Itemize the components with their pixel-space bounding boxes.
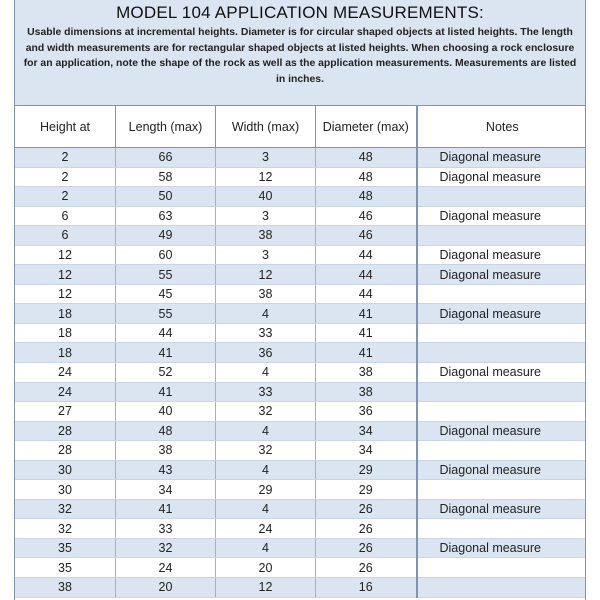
cell-width: 38 <box>216 284 316 304</box>
cell-length: 63 <box>116 206 216 226</box>
table-row <box>15 245 587 265</box>
cell-notes <box>417 441 587 461</box>
cell-length: 60 <box>116 245 216 265</box>
cell-length: 41 <box>116 499 216 519</box>
cell-height: 18 <box>15 343 116 363</box>
cell-notes <box>417 343 587 363</box>
cell-width: 29 <box>216 480 316 500</box>
table-row <box>15 538 587 558</box>
table-row <box>15 460 587 480</box>
cell-diameter: 44 <box>316 265 417 285</box>
cell-length: 66 <box>116 148 216 168</box>
cell-diameter: 44 <box>316 245 417 265</box>
column-header-diameter: Diameter (max) <box>316 106 417 148</box>
cell-diameter: 38 <box>316 382 417 402</box>
cell-notes <box>417 226 587 246</box>
cell-diameter: 16 <box>316 578 417 598</box>
cell-length: 52 <box>116 363 216 383</box>
cell-diameter: 48 <box>316 148 417 168</box>
cell-width: 3 <box>216 245 316 265</box>
cell-height: 38 <box>15 578 116 598</box>
cell-width: 4 <box>216 363 316 383</box>
cell-height: 24 <box>15 363 116 383</box>
cell-diameter: 26 <box>316 558 417 578</box>
table-row <box>15 382 587 402</box>
cell-width: 12 <box>216 167 316 187</box>
cell-notes <box>417 578 587 598</box>
cell-diameter: 29 <box>316 460 417 480</box>
cell-width: 4 <box>216 538 316 558</box>
cell-notes <box>417 382 587 402</box>
cell-diameter: 48 <box>316 167 417 187</box>
cell-width: 3 <box>216 206 316 226</box>
table-row <box>15 578 587 598</box>
cell-height: 2 <box>15 187 116 207</box>
table-row <box>15 363 587 383</box>
cell-width: 4 <box>216 421 316 441</box>
cell-notes: Diagonal measure <box>417 460 587 480</box>
table-row <box>15 187 587 207</box>
cell-diameter: 48 <box>316 187 417 207</box>
cell-length: 33 <box>116 519 216 539</box>
cell-diameter: 46 <box>316 206 417 226</box>
cell-length: 58 <box>116 167 216 187</box>
cell-length: 40 <box>116 402 216 422</box>
description-text: Usable dimensions at incremental heights. Diameter is for circular shaped objects at listed heights. The length and width measurements are for rectangular shaped objects at listed heights. When choosing a rock enclosure for an application, note the shape of the rock as well as the application measurements. Measurements are listed in inches. <box>23 27 577 85</box>
cell-length: 34 <box>116 480 216 500</box>
cell-width: 20 <box>216 558 316 578</box>
cell-height: 35 <box>15 538 116 558</box>
cell-height: 18 <box>15 304 116 324</box>
table-row <box>15 402 587 422</box>
cell-height: 24 <box>15 382 116 402</box>
cell-notes: Diagonal measure <box>417 421 587 441</box>
cell-height: 6 <box>15 206 116 226</box>
cell-notes: Diagonal measure <box>417 206 587 226</box>
page-title: MODEL 104 APPLICATION MEASUREMENTS: <box>116 3 484 22</box>
cell-height: 18 <box>15 323 116 343</box>
cell-width: 33 <box>216 323 316 343</box>
cell-height: 35 <box>15 558 116 578</box>
cell-height: 32 <box>15 499 116 519</box>
cell-length: 48 <box>116 421 216 441</box>
cell-notes <box>417 323 587 343</box>
cell-height: 30 <box>15 460 116 480</box>
table-row <box>15 226 587 246</box>
table-row <box>15 421 587 441</box>
table-row <box>15 441 587 461</box>
cell-height: 12 <box>15 265 116 285</box>
table-row <box>15 304 587 324</box>
cell-height: 32 <box>15 519 116 539</box>
cell-length: 38 <box>116 441 216 461</box>
cell-width: 3 <box>216 148 316 168</box>
cell-notes <box>417 187 587 207</box>
cell-height: 6 <box>15 226 116 246</box>
cell-height: 28 <box>15 441 116 461</box>
cell-diameter: 34 <box>316 421 417 441</box>
cell-notes: Diagonal measure <box>417 304 587 324</box>
cell-notes <box>417 480 587 500</box>
cell-height: 28 <box>15 421 116 441</box>
cell-length: 43 <box>116 460 216 480</box>
cell-height: 12 <box>15 284 116 304</box>
column-header-height: Height at <box>15 106 116 148</box>
cell-width: 12 <box>216 265 316 285</box>
cell-height: 27 <box>15 402 116 422</box>
cell-width: 36 <box>216 343 316 363</box>
cell-width: 38 <box>216 226 316 246</box>
cell-notes <box>417 519 587 539</box>
cell-diameter: 34 <box>316 441 417 461</box>
cell-notes: Diagonal measure <box>417 499 587 519</box>
column-header-notes: Notes <box>417 106 587 148</box>
cell-diameter: 26 <box>316 519 417 539</box>
cell-notes <box>417 284 587 304</box>
table-row <box>15 499 587 519</box>
cell-diameter: 41 <box>316 304 417 324</box>
cell-notes: Diagonal measure <box>417 538 587 558</box>
cell-width: 4 <box>216 304 316 324</box>
cell-notes: Diagonal measure <box>417 148 587 168</box>
cell-diameter: 38 <box>316 363 417 383</box>
cell-height: 30 <box>15 480 116 500</box>
cell-notes: Diagonal measure <box>417 167 587 187</box>
cell-diameter: 44 <box>316 284 417 304</box>
table-row <box>15 167 587 187</box>
cell-width: 12 <box>216 578 316 598</box>
cell-notes: Diagonal measure <box>417 265 587 285</box>
table-row <box>15 343 587 363</box>
cell-length: 41 <box>116 382 216 402</box>
cell-length: 20 <box>116 578 216 598</box>
cell-diameter: 36 <box>316 402 417 422</box>
cell-width: 32 <box>216 402 316 422</box>
cell-length: 44 <box>116 323 216 343</box>
cell-height: 2 <box>15 167 116 187</box>
measurements-table <box>14 106 586 598</box>
table-row <box>15 558 587 578</box>
table-row <box>15 265 587 285</box>
table-row <box>15 148 587 168</box>
cell-diameter: 29 <box>316 480 417 500</box>
cell-width: 40 <box>216 187 316 207</box>
cell-length: 24 <box>116 558 216 578</box>
cell-length: 32 <box>116 538 216 558</box>
table-row <box>15 519 587 539</box>
cell-length: 55 <box>116 304 216 324</box>
cell-width: 32 <box>216 441 316 461</box>
column-header-width: Width (max) <box>216 106 316 148</box>
cell-width: 33 <box>216 382 316 402</box>
cell-notes: Diagonal measure <box>417 245 587 265</box>
cell-height: 2 <box>15 148 116 168</box>
cell-diameter: 46 <box>316 226 417 246</box>
cell-height: 12 <box>15 245 116 265</box>
cell-length: 55 <box>116 265 216 285</box>
cell-diameter: 41 <box>316 323 417 343</box>
table-body <box>15 148 587 598</box>
cell-notes: Diagonal measure <box>417 363 587 383</box>
cell-length: 49 <box>116 226 216 246</box>
cell-diameter: 26 <box>316 499 417 519</box>
column-header-length: Length (max) <box>116 106 216 148</box>
table-row <box>15 480 587 500</box>
cell-diameter: 41 <box>316 343 417 363</box>
cell-notes <box>417 402 587 422</box>
cell-width: 24 <box>216 519 316 539</box>
table-header-row <box>15 106 587 148</box>
cell-length: 45 <box>116 284 216 304</box>
cell-notes <box>417 558 587 578</box>
cell-diameter: 26 <box>316 538 417 558</box>
cell-width: 4 <box>216 499 316 519</box>
table-row <box>15 206 587 226</box>
table-row <box>15 284 587 304</box>
header-panel <box>15 0 585 106</box>
measurements-sheet <box>14 0 586 600</box>
cell-length: 50 <box>116 187 216 207</box>
cell-width: 4 <box>216 460 316 480</box>
table-row <box>15 323 587 343</box>
cell-length: 41 <box>116 343 216 363</box>
